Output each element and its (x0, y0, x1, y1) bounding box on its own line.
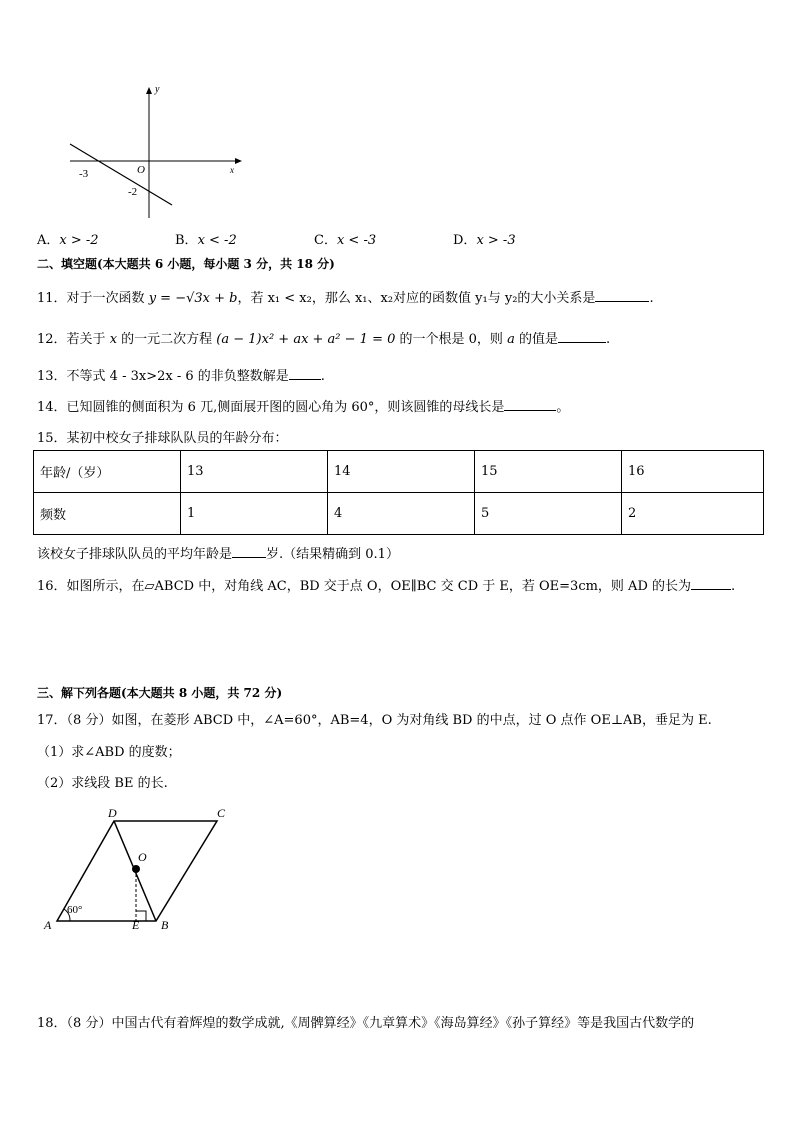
section2-heading: 二、填空题(本大题共 6 小题，每小题 3 分，共 18 分) (37, 257, 335, 271)
midpoint-o (132, 865, 140, 873)
option-a: A．x > -2 (37, 233, 99, 248)
question-15-intro: 15．某初中校女子排球队队员的年龄分布： (37, 431, 288, 446)
y-axis-arrow (146, 87, 152, 94)
age-distribution-table (33, 450, 764, 535)
table-cell: 5 (475, 493, 622, 535)
q11-formula: y = −√3x + b (148, 291, 238, 306)
linear-function-graph (60, 82, 250, 222)
q12-formula: (a − 1)x² + ax + a² − 1 = 0 (216, 332, 396, 347)
question-17-part2: （2）求线段 BE 的长. (37, 776, 168, 791)
question-17-part1: （1）求∠ABD 的度数； (37, 745, 181, 760)
y-axis-label: y (155, 84, 160, 95)
label-b: B (161, 918, 169, 932)
table-cell: 14 (328, 451, 475, 493)
question-17: 17．（8 分）如图，在菱形 ABCD 中，∠A=60°，AB=4，O 为对角线 BD 的中点，过 O 点作 OE⊥AB，垂足为 E. (37, 713, 712, 728)
label-c: C (217, 806, 226, 820)
answer-blank (595, 289, 649, 302)
section3-heading: 三、解下列各题(本大题共 8 小题，共 72 分) (37, 686, 283, 700)
answer-blank (232, 545, 266, 558)
table-cell: 15 (475, 451, 622, 493)
table-cell: 年龄/（岁） (34, 451, 181, 493)
question-16: 16．如图所示，在▱ABCD 中，对角线 AC，BD 交于点 O，OE∥BC 交 CD 于 E，若 OE=3cm，则 AD 的长为 . (37, 579, 736, 594)
table-cell: 4 (328, 493, 475, 535)
origin-label: O (137, 164, 145, 176)
question-14: 14．已知圆锥的侧面积为 6 兀,侧面展开图的圆心角为 60°，则该圆锥的母线长是 。 (37, 400, 570, 415)
answer-blank (691, 577, 731, 590)
y-intercept-label: -2 (128, 186, 138, 198)
question-13: 13．不等式 4 - 3x>2x - 6 的非负整数解是 . (37, 369, 325, 384)
answer-blank (504, 398, 556, 411)
table-row (34, 451, 764, 493)
table-cell: 16 (622, 451, 764, 493)
question-11: 11．对于一次函数 y = −√3x + b，若 x₁ < x₂，那么 x₁、x₂对应的函数值 y₁与 y₂的大小关系是 . (37, 291, 654, 306)
table-cell: 1 (181, 493, 328, 535)
table-row (34, 493, 764, 535)
x-axis-label: x (230, 165, 234, 175)
label-e: E (132, 918, 140, 932)
label-o: O (138, 850, 147, 864)
option-d: D．x > -3 (453, 233, 516, 248)
question-18: 18．（8 分）中国古代有着辉煌的数学成就,《周髀算经》《九章算术》《海岛算经》《孙子算经》等是我国古代数学的 (37, 1016, 695, 1031)
x-axis-arrow (235, 158, 242, 164)
option-c: C．x < -3 (314, 233, 377, 248)
table-cell: 13 (181, 451, 328, 493)
question-12: 12．若关于 x 的一元二次方程 (a − 1)x² + ax + a² − 1 = 0 的一个根是 0，则 a 的值是 . (37, 332, 611, 347)
option-b: B．x < -2 (175, 233, 237, 248)
answer-blank (558, 330, 606, 343)
label-a: A (44, 918, 52, 932)
x-intercept-label: -3 (79, 168, 89, 180)
label-d: D (108, 806, 117, 820)
question-15-followup: 该校女子排球队队员的平均年龄是 岁.（结果精确到 0.1） (37, 547, 399, 562)
answer-blank (289, 367, 321, 380)
table-cell: 频数 (34, 493, 181, 535)
table-cell: 2 (622, 493, 764, 535)
rhombus-figure (38, 803, 238, 935)
label-angle: 60° (67, 904, 83, 916)
